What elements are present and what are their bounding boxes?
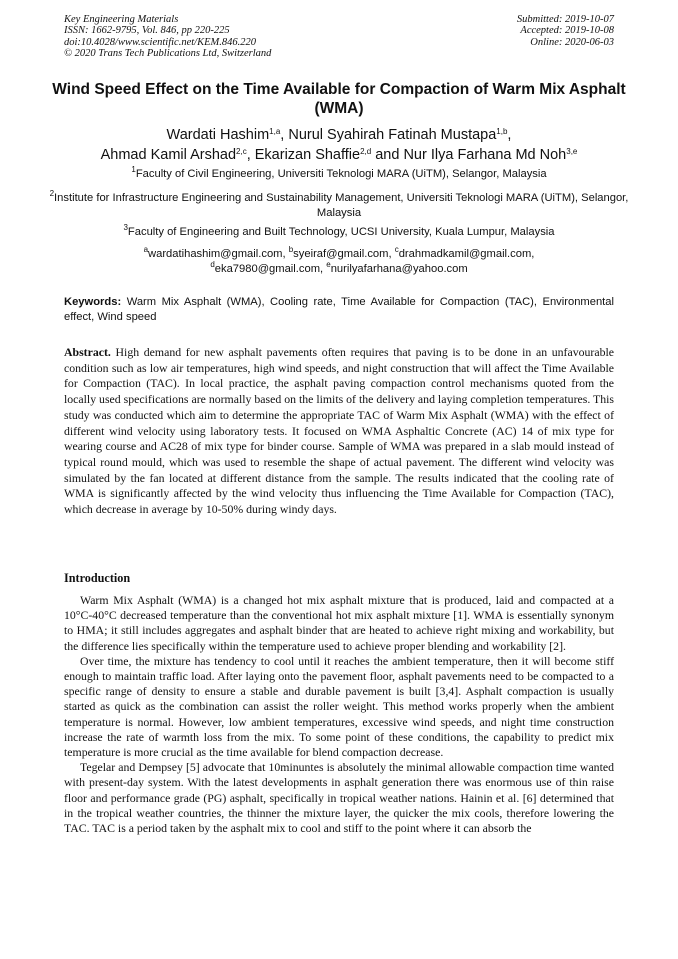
author-affiliation-mark: 3,e [566, 147, 578, 157]
affiliation-number: 1 [131, 165, 136, 175]
email-mark: b [288, 245, 294, 255]
author-affiliation-mark: 1,b [496, 127, 508, 137]
email-address: syeiraf@gmail.com [293, 248, 389, 260]
keywords [64, 295, 614, 325]
author-separator: , [246, 147, 255, 163]
email-mark: e [326, 259, 331, 269]
email-address: nurilyafarhana@yahoo.com [330, 262, 468, 275]
introduction-body [64, 593, 614, 836]
author-affiliation-mark: 2,d [360, 147, 372, 157]
online-date: Online: 2020-06-03 [530, 36, 614, 48]
submitted-date: Submitted: 2019-10-07 [516, 14, 614, 25]
email-separator: , [388, 248, 395, 260]
paragraph: Tegelar and Dempsey [5] advocate that 10minuntes is absolutely the minimal allowable compaction time wanted with present-day system. With the latest developments in asphalt generation there was enormous use of thin raise floor and performance grade (PG) asphalt, specifically in tropical weather nations. Hainin et al. [6] determined that in the tropical weather countries, the thinner the mixture layer, the quicker the mix cools, therefore lowering the TAC. TAC is a period taken by the asphalt mix to cool and stiff to the point where it can absorb the [64, 760, 614, 836]
introduction-heading: Introduction [64, 571, 131, 585]
email-list [40, 247, 638, 276]
paragraph: Warm Mix Asphalt (WMA) is a changed hot mix asphalt mixture that is produced, laid and compacted at a 10°C-40°C decreased temperature than the conventional hot mix asphalt mixture [1]. WMA is essentially synonym to HMA; it still includes aggregates and asphalt binder that are heated to achieve right mixing and workability, but the difference lies specifically within the temperature used to achieve proper blending and workability [2]. [64, 593, 614, 653]
abstract-text: High demand for new asphalt pavements often requires that paving is to be done in an unfavourable condition such as low air temperatures, high wind speeds, and night construction that will affect the Time Available for Compaction (TAC). In local practice, the asphalt paving compaction control mechanisms quoted from the locally used specifications are normally based on the limits of the delivery and laying completion temperatures. This study was conducted which aim to determine the appropriate TAC of Warm Mix Asphalt (WMA) with the effect of different wind velocity using laboratory tests. It focused on WMA Asphaltic Concrete (AC) 14 of mix type for wearing course and AC28 of mix type for binder course. Sample of WMA was prepared in a slab mould instead of typical round mould, which was used to resemble the shape of actual pavement. The different wind velocity was simulated by the fan located at different distance from the sample. The results indicated that the cooling rate of WMA is significantly affected by the wind velocity thus influencing the Time Available for Compaction (TAC), which decrease in average by 10-50% during windy days. [64, 345, 614, 517]
author-name: Nur Ilya Farhana Md Noh [403, 147, 567, 163]
email-separator: , [282, 248, 289, 260]
author-affiliation-mark: 2,c [236, 147, 247, 157]
author-separator: , [280, 127, 289, 143]
author-name: Nurul Syahirah Fatinah Mustapa [288, 127, 497, 143]
email-mark: c [394, 245, 399, 255]
email-mark: d [210, 259, 215, 269]
journal-issn: ISSN: 1662-9795, Vol. 846, pp 220-225 [64, 25, 230, 37]
journal-name: Key Engineering Materials [64, 14, 179, 25]
publication-dates [517, 14, 614, 48]
journal-info [64, 14, 271, 59]
author-separator: and [371, 147, 404, 163]
keywords-text: Warm Mix Asphalt (WMA), Cooling rate, Time Available for Compaction (TAC), Environmental effect, Wind speed [64, 296, 614, 323]
paragraph: Over time, the mixture has tendency to cool until it reaches the ambient temperature, then it will become stiff enough to maintain traffic load. After laying onto the pavement floor, asphalt pavements need to be compacted to a specific range of density to ensure a stable and durable pavement is built [3,4]. Asphalt compaction is usually started as quick as the combination can assist the roller weight. This method works properly when the ambient temperature is normal. However, low ambient temperatures, excessive wind speeds, and night time construction increase the rate of warmth loss from the mix. To some point of these conditions, the capability to predict mix temperature is more crucial as the time available for blend compaction decrease. [64, 653, 614, 760]
affiliation-1 [40, 167, 638, 182]
journal-copyright: © 2020 Trans Tech Publications Ltd, Switzerland [64, 47, 272, 59]
abstract [64, 345, 614, 518]
affiliation-text: Institute for Infrastructure Engineering and Sustainability Management, Universiti Teknologi MARA (UiTM), Selangor, Malaysia [54, 192, 629, 219]
keywords-label: Keywords: [64, 296, 122, 308]
accepted-date: Accepted: 2019-10-08 [520, 25, 614, 37]
email-mark: a [143, 245, 149, 255]
author-name: Wardati Hashim [166, 127, 270, 143]
author-list [40, 125, 638, 165]
email-separator: , [531, 248, 535, 260]
abstract-label: Abstract. [64, 345, 111, 359]
email-address: drahmadkamil@gmail.com [398, 248, 532, 260]
email-address: wardatihashim@gmail.com [148, 248, 283, 260]
affiliation-text: Faculty of Civil Engineering, Universiti Teknologi MARA (UiTM), Selangor, Malaysia [135, 168, 547, 180]
author-affiliation-mark: 1,a [269, 127, 281, 137]
author-name: Ahmad Kamil Arshad [100, 147, 237, 163]
email-separator: , [320, 262, 327, 275]
affiliation-number: 2 [49, 189, 55, 199]
affiliation-text: Faculty of Engineering and Built Technology, UCSI University, Kuala Lumpur, Malaysia [127, 226, 555, 238]
email-address: eka7980@gmail.com [214, 262, 321, 275]
author-separator: , [507, 127, 512, 143]
affiliation-3 [40, 225, 638, 240]
affiliation-number: 3 [123, 223, 128, 233]
journal-doi: doi:10.4028/www.scientific.net/KEM.846.220 [64, 36, 256, 48]
affiliation-2 [40, 191, 638, 221]
author-name: Ekarizan Shaffie [254, 147, 361, 163]
paper-title: Wind Speed Effect on the Time Available for Compaction of Warm Mix Asphalt (WMA) [52, 81, 626, 117]
